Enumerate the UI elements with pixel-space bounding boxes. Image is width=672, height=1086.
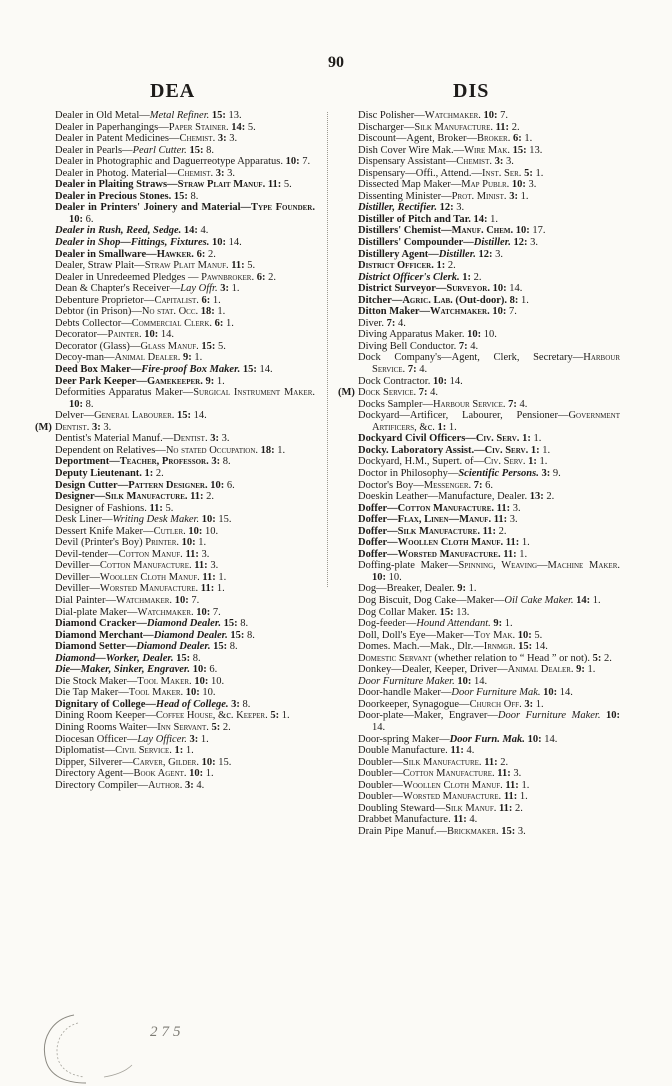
index-entry: Directory Compiler—Author. 3: 4. [55,779,205,791]
index-entry: Dealer in Old Metal—Metal Refiner. 15: 13. [55,110,242,121]
index-entry: Dealer in Printers' Joinery and Material—Type Founder. 10: 6. [55,202,315,225]
index-entry: Dissected Map Maker—Map Publr. 10: 3. [358,179,537,191]
index-entry: Devil (Printer's Boy) Printer. 10: 1. [55,537,207,549]
index-entry: Diamond Cracker—Diamond Dealer. 15: 8. [55,618,249,630]
index-entry: Diplomatist—Civil Service. 1: 1. [55,745,194,757]
left-column-heading: DEA [150,80,196,102]
index-entry: Doctor's Boy—Messenger. 7: 6. [358,479,493,491]
index-entry: Distiller of Pitch and Tar. 14: 1. [358,213,499,225]
index-entry: Drain Pipe Manuf.—Brickmaker. 15: 3. [358,825,526,837]
index-entry: District Officer. 1: 2. [358,260,456,272]
index-entry: Doorkeeper, Synagogue—Church Off. 3: 1. [358,698,544,710]
index-entry: Debtor (in Prison)—No stat. Occ. 18: 1. [55,306,226,318]
index-entry: Design Cutter—Pattern Designer. 10: 6. [55,479,235,491]
index-entry: Decorator—Painter. 10: 14. [55,329,174,341]
column-divider [327,112,328,587]
index-entry: Doffer—Silk Manufacture. 11: 2. [358,525,507,537]
index-entry: Dining Room Keeper—Coffee House, &c. Keeper. 5: 1. [55,710,290,722]
index-entry: Dessert Knife Maker—Cutler. 10: 10. [55,525,219,537]
index-entry: Dial Painter—Watchmaker. 10: 7. [55,594,200,606]
index-entry: Doffer—Worsted Manufacture. 11: 1. [358,548,528,560]
index-entry: Dog Biscuit, Dog Cake—Maker—Oil Cake Maker. 14: 1. [358,594,601,606]
index-entry: Discharger—Silk Manufacture. 11: 2. [358,121,520,133]
index-entry: Door-spring Maker—Door Furn. Mak. 10: 14. [358,733,558,745]
index-entry: Debenture Proprietor—Capitalist. 6: 1. [55,294,221,306]
index-entry: Decoy-man—Animal Dealer. 9: 1. [55,352,203,364]
index-entry: Dean & Chapter's Receiver—Lay Offr. 3: 1. [55,283,240,295]
index-entry: Doubler—Silk Manufacture. 11: 2. [358,756,509,768]
index-entry: Dispensary—Offi., Attend.—Inst. Ser. 5: 1. [358,167,544,179]
index-entry: Donkey—Dealer, Keeper, Driver—Animal Dealer. 9: 1. [358,664,596,676]
index-entry: Dependent on Relatives—No stated Occupation. 18: 1. [55,444,286,456]
index-entry: Dockyard—Artificer, Labourer, Pensioner—Government Artificers, &c. 1: 1. [358,410,620,433]
stamp-number: 275 [150,1024,185,1040]
index-entry: Distillery Agent—Distiller. 12: 3. [358,248,503,260]
index-entry: Dog-feeder—Hound Attendant. 9: 1. [358,618,513,630]
index-entry: Domes. Mach.—Mak., Dlr.—Irnmgr. 15: 14. [358,641,548,653]
index-entry: Directory Agent—Book Agent. 10: 1. [55,768,214,780]
index-entry: Dealer in Precious Stones. 15: 8. [55,190,199,202]
right-column [338,110,621,837]
index-entry: Dealer in Rush, Reed, Sedge. 14: 4. [55,225,209,237]
index-entry: Deviller—Cotton Manufacture. 11: 3. [55,560,219,572]
index-entry: Diamond Setter—Diamond Dealer. 15: 8. [55,641,238,653]
left-column [35,110,315,791]
index-entry: Diocesan Officer—Lay Officer. 3: 1. [55,733,209,745]
index-entry: Doeskin Leather—Manufacture, Dealer. 13: 2. [358,491,555,503]
index-entry: Ditcher—Agric. Lab. (Out-door). 8: 1. [358,294,529,306]
index-entry: Distillers' Compounder—Distiller. 12: 3. [358,237,538,249]
index-entry: Deer Park Keeper—Gamekeeper. 9: 1. [55,375,225,387]
index-entry: Diving Bell Conductor. 7: 4. [358,340,479,352]
index-entry: Delver—General Labourer. 15: 14. [55,410,207,422]
index-entry: Desk Liner—Writing Desk Maker. 10: 15. [55,514,232,526]
index-entry: Doctor in Philosophy—Scientific Persons. 3: 9. [358,467,561,479]
index-entry: Dish Cover Wire Mak.—Wire Mak. 15: 13. [358,144,543,156]
index-entry: Dog Collar Maker. 15: 13. [358,606,470,618]
index-entry: Door-handle Maker—Door Furniture Mak. 10: 14. [358,687,573,699]
index-entry: Dealer in Photog. Material—Chemist. 3: 3. [55,167,236,179]
index-entry: Dealer, Straw Plait—Straw Plait Manuf. 11: 5. [55,260,256,272]
index-entry: Deportment—Teacher, Professor. 3: 8. [55,456,231,468]
index-entry: Double Manufacture. 11: 4. [358,745,475,757]
index-entry: Dock Contractor. 10: 14. [358,375,463,387]
index-entry: Debts Collector—Commercial Clerk. 6: 1. [55,317,234,329]
page-number: 90 [328,54,344,71]
index-entry: Dining Rooms Waiter—Inn Servant. 5: 2. [55,721,231,733]
index-entry: Devil-tender—Cotton Manuf. 11: 3. [55,548,210,560]
index-entry: Dealer in Shop—Fittings, Fixtures. 10: 14. [55,237,242,249]
index-entry: Dealer in Photographic and Daguerreotype Apparatus. 10: 7. [55,156,311,168]
index-entry: Diving Apparatus Maker. 10: 10. [358,329,497,341]
index-entry: Door Furniture Maker. 10: 14. [358,675,488,687]
index-entry: District Officer's Clerk. 1: 2. [358,271,482,283]
index-entry: Dissenting Minister—Prot. Minist. 3: 1. [358,190,529,202]
index-entry: Dealer in Plaiting Straws—Straw Plait Manuf. 11: 5. [55,179,292,191]
index-entry: Doffer—Woollen Cloth Manuf. 11: 1. [358,537,530,549]
index-entry: Die Tap Maker—Tool Maker. 10: 10. [55,687,216,699]
index-entry: Doubler—Cotton Manufacture. 11: 3. [358,768,522,780]
index-entry: Discount—Agent, Broker—Broker. 6: 1. [358,133,533,145]
index-entry: Deputy Lieutenant. 1: 2. [55,467,164,479]
index-entry: Dockyard Civil Officers—Civ. Serv. 1: 1. [358,433,542,445]
index-entry: Die—Maker, Sinker, Engraver. 10: 6. [55,664,218,676]
index-entry: Decorator (Glass)—Glass Manuf. 15: 5. [55,340,226,352]
index-entry: (M) Dentist. 3: 3. [35,421,112,433]
index-entry: Distiller, Rectifier. 12: 3. [358,202,465,214]
index-entry: Diver. 7: 4. [358,317,406,329]
index-entry: Deed Box Maker—Fire-proof Box Maker. 15: 14. [55,364,273,376]
index-entry: Doubling Steward—Silk Manuf. 11: 2. [358,802,523,814]
library-stamp [34,1005,144,1085]
index-entry: Dealer in Patent Medicines—Chemist. 3: 3. [55,133,238,145]
index-entry: Deformities Apparatus Maker—Surgical Instrument Maker. 10: 8. [55,387,315,410]
index-entry: Doll, Doll's Eye—Maker—Toy Mak. 10: 5. [358,629,543,641]
index-entry: Dealer in Smallware—Hawker. 6: 2. [55,248,216,260]
index-entry: Doubler—Woollen Cloth Manuf. 11: 1. [358,779,530,791]
index-entry: Docks Sampler—Harbour Service. 7: 4. [358,398,528,410]
index-entry: Doffing-plate Maker—Spinning, Weaving—Machine Maker. 10: 10. [358,560,620,583]
index-entry: Dealer in Paperhangings—Paper Stainer. 14: 5. [55,121,256,133]
right-column-heading: DIS [453,80,490,102]
index-entry: Drabbet Manufacture. 11: 4. [358,814,478,826]
index-entry: Dignitary of College—Head of College. 3: 8. [55,698,251,710]
index-entry: Diamond—Worker, Dealer. 15: 8. [55,652,201,664]
index-entry: Dispensary Assistant—Chemist. 3: 3. [358,156,514,168]
index-entry: Distillers' Chemist—Manuf. Chem. 10: 17. [358,225,546,237]
index-entry: Dial-plate Maker—Watchmaker. 10: 7. [55,606,221,618]
index-entry: Designer of Fashions. 11: 5. [55,502,174,514]
index-entry: Ditton Maker—Watchmaker. 10: 7. [358,306,517,318]
index-entry: Doffer—Cotton Manufacture. 11: 3. [358,502,521,514]
index-entry: Dockyard, H.M., Supert. of—Civ. Serv. 1: 1. [358,456,548,468]
index-entry: District Surveyor—Surveyor. 10: 14. [358,283,523,295]
index-entry: Door-plate—Maker, Engraver—Door Furniture Maker. 10: 14. [358,710,621,733]
index-entry: Dentist's Material Manuf.—Dentist. 3: 3. [55,433,230,445]
index-entry: Dealer in Pearls—Pearl Cutter. 15: 8. [55,144,214,156]
index-entry: Deviller—Worsted Manufacture. 11: 1. [55,583,225,595]
index-entry: Dipper, Silverer—Carver, Gilder. 10: 15. [55,756,232,768]
index-entry: Dock Company's—Agent, Clerk, Secretary—Harbour Service. 7: 4. [358,352,620,376]
index-entry: (M) Dock Service. 7: 4. [338,387,439,399]
index-entry: Docky. Laboratory Assist.—Civ. Serv. 1: 1. [358,444,551,456]
index-entry: Doffer—Flax, Linen—Manuf. 11: 3. [358,514,518,526]
index-entry: Designer—Silk Manufacture. 11: 2. [55,491,215,503]
index-entry: Doubler—Worsted Manufacture. 11: 1. [358,791,528,803]
index-entry: Die Stock Maker—Tool Maker. 10: 10. [55,675,225,687]
index-entry: Domestic Servant (whether relation to “ Head ” or not). 5: 2. [358,652,612,664]
index-entry: Deviller—Woollen Cloth Manuf. 11: 1. [55,571,227,583]
index-entry: Dog—Breaker, Dealer. 9: 1. [358,583,477,595]
index-entry: Dealer in Unredeemed Pledges — Pawnbroker. 6: 2. [55,271,276,283]
index-entry: Disc Polisher—Watchmaker. 10: 7. [358,110,509,121]
index-entry: Diamond Merchant—Diamond Dealer. 15: 8. [55,629,255,641]
